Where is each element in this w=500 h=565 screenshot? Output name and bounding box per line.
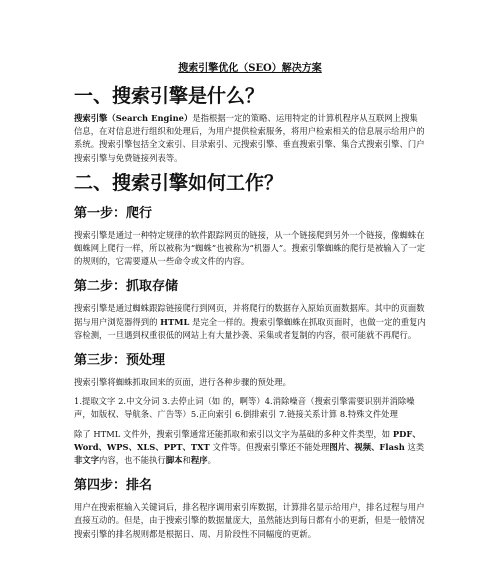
definition-text: 是指根据一定的策略、运用特定的计算机程序从互联网上搜集信息，在对信息进行组织和处理后，为用户提供检索服务，将用户检索相关的信息展示给用户的系统。搜索引擎包括全文索引、目录索引、元搜索引擎、垂直搜索引擎、集合式搜索引擎、门户搜索引擎与免费链接列表等。 [74, 113, 425, 163]
step2-title: 第二步：抓取存储 [74, 279, 179, 295]
section-heading-what-is: 一、搜索引擎是什么？ [74, 85, 265, 107]
step3-title: 第三步：预处理 [74, 353, 166, 369]
step3-t3i: 和 [182, 455, 191, 466]
step3-t3j: 程序 [190, 455, 208, 466]
step3-t3g: 内容，也不能执行 [99, 455, 166, 466]
step1-text: 搜索引擎是通过一种特定规律的软件跟踪网页的链接，从一个链接爬到另外一个链接，像蜘蛛在蜘蛛网上爬行一样，所以被称为“蜘蛛”也被称为“机器人”。搜索引擎蜘蛛的爬行是被输入了一定的规则的，它需要遵从一些命令或文件的内容。 [74, 229, 426, 267]
step4-title: 第四步：排名 [74, 478, 153, 494]
step3-t3d: 图片、视频、Flash [329, 441, 405, 452]
step2-text-pre: 搜索引擎是通过蜘蛛跟踪链接爬行到网页，并将爬行的数据存入原始页面数据库。其中的页面数据与用户浏览器得到的 [74, 303, 425, 327]
step3-t3h: 脚本 [165, 455, 183, 466]
step2-html: HTML [160, 316, 190, 327]
step2-text [74, 302, 426, 342]
step3-text2: 1.提取文字 2.中文分词 3.去停止词（如 的，啊等）4.消除噪音（搜索引擎需要识别并消除噪声，如版权、导航条、广告等）5.正向索引 6.倒排索引 7.链接关系计算 8.特殊文件处理 [74, 396, 415, 420]
step4-text: 用户在搜索框输入关键词后，排名程序调用索引库数据，计算排名显示给用户，排名过程与用户直接互动的。但是，由于搜索引擎的数据量庞大，虽然能达到每日都有小的更新，但是一般情况搜索引擎的排名规则都是根据日、周、月阶段性不同幅度的更新。 [74, 502, 425, 539]
step3-text3 [74, 428, 426, 468]
step3-t3e: 这类 [404, 441, 425, 452]
paragraph-definition [74, 112, 426, 165]
step3-t3k: 。 [207, 455, 216, 466]
step2-text-post: 是完全一样的。搜索引擎蜘蛛在抓取页面时，也做一定的重复内容检测，一旦遇到权重很低的网站上有大量抄袭、采集或者复制的内容，很可能就不再爬行。 [74, 316, 426, 340]
step3-t3b: PDF、Word、WPS、XLS、PPT、TXT [74, 428, 421, 452]
step3-text1: 搜索引擎将蜘蛛抓取回来的页面，进行各种步骤的预处理。 [74, 377, 292, 388]
term-search-engine: 搜索引擎（Search Engine） [74, 113, 193, 123]
step3-t3c: 文件等。但搜索引擎还不能处理 [209, 441, 330, 452]
step3-t3f: 非文字 [74, 455, 100, 466]
document-title: 搜索引擎优化（SEO）解决方案 [178, 63, 322, 74]
step1-title: 第一步：爬行 [74, 205, 153, 221]
step3-t3a: 除了 HTML 文件外，搜索引擎通常还能抓取和索引以文字为基础的多种文件类型，如 [74, 428, 393, 439]
section-heading-how-works: 二、搜索引擎如何工作？ [74, 171, 284, 194]
